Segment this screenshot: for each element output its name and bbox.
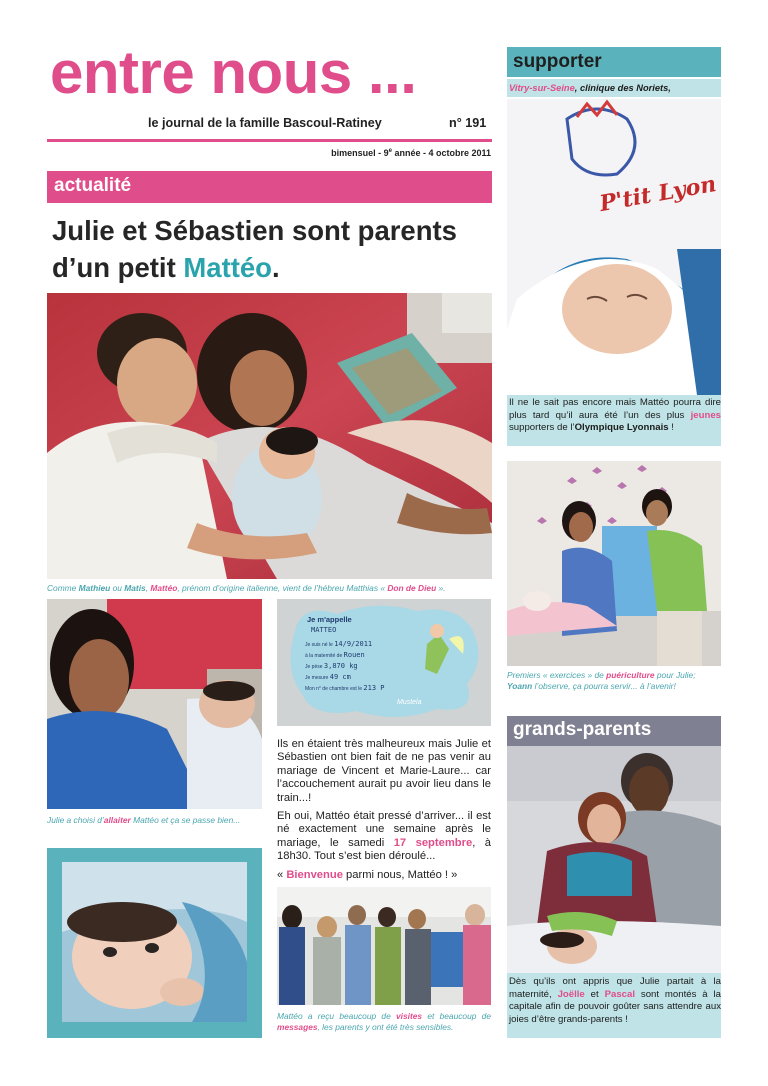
section-header-grands-parents: grands-parents [507,716,721,746]
article-body [277,738,491,887]
article-paragraph-2: Eh oui, Mattéo était pressé d’arriver... il est né exactement une semaine après le mariage, le samedi 17 septembre, à 18h30. Tout s’est bien déroulé... [277,810,491,863]
julie-caption: Julie a choisi d’allaiter Mattéo et ça se passe bien... [47,815,241,825]
birth-card-brand: Mustela [397,699,422,706]
section-header-supporter: supporter [507,47,721,77]
issue-number: n° 191 [449,116,487,130]
birth-card-rows: Je suis né le 14/9/2011 à la maternité de Rouen Je pèse 3,870 kg Je mesure 49 cm Mon n° de chambre est le 213 P [305,640,385,692]
julie-baby-photo [47,599,262,809]
puericulture-caption: Premiers « exercices » de puériculture pour Julie; Yoann l’observe, ça pourra servir... à l’avenir! [507,670,696,691]
puericulture-photo [507,461,721,666]
article-paragraph-3: « Bienvenue parmi nous, Mattéo ! » [277,868,458,881]
birth-card-title: Je m'appelle [307,615,352,624]
section-header-actualite [47,171,492,203]
visits-caption: Mattéo a reçu beaucoup de visites et beaucoup de messages, les parents y ont été très sensibles. [277,1011,491,1032]
towel-brand-text: P'tit Lyon [597,170,719,218]
visits-photo [277,887,491,1005]
masthead-title: entre nous ... [50,39,417,106]
birth-card-photo [277,599,491,726]
grandparents-photo [507,746,721,973]
masthead-subtitle: le journal de la famille Bascoul-Ratiney [148,116,382,130]
family-photo [47,293,492,579]
section-label: actualité [54,175,132,196]
article-paragraph-1: Ils en étaient très malheureux mais Julie et Sébastien ont bien fait de ne pas venir au mariage de Vincent et Marie-Laure... car l’accouchement aurait pu avoir lieu dans le train...! [277,738,491,804]
supporter-caption: Il ne le sait pas encore mais Mattéo pourra dire plus tard qu’il aura été l’un des plus jeunes supporters de l’Olympique Lyonnais ! [509,397,721,434]
birth-card-name: MATTEO [311,626,337,634]
headline: Julie et Sébastien sont parents d’un petit Mattéo. [52,215,457,283]
supporter-photo [507,99,721,395]
baby-closeup-photo [62,862,247,1022]
masthead-rule [47,139,492,142]
baby-name: Mattéo [183,252,272,283]
main-photo-caption: Comme Mathieu ou Matis, Mattéo, prénom d’origine italienne, vient de l’hébreu Matthias « Don de Dieu ». [47,583,446,593]
grandparents-caption: Dès qu’ils ont appris que Julie partait à la maternité, Joëlle et Pascal sont montés à la capitale afin de pouvoir goûter sans attendre aux joies d’être grands-parents ! [509,976,721,1025]
edition-line: bimensuel - 9e année - 4 octobre 2011 [331,148,491,158]
supporter-location: Vitry-sur-Seine, clinique des Noriets, [507,79,721,97]
